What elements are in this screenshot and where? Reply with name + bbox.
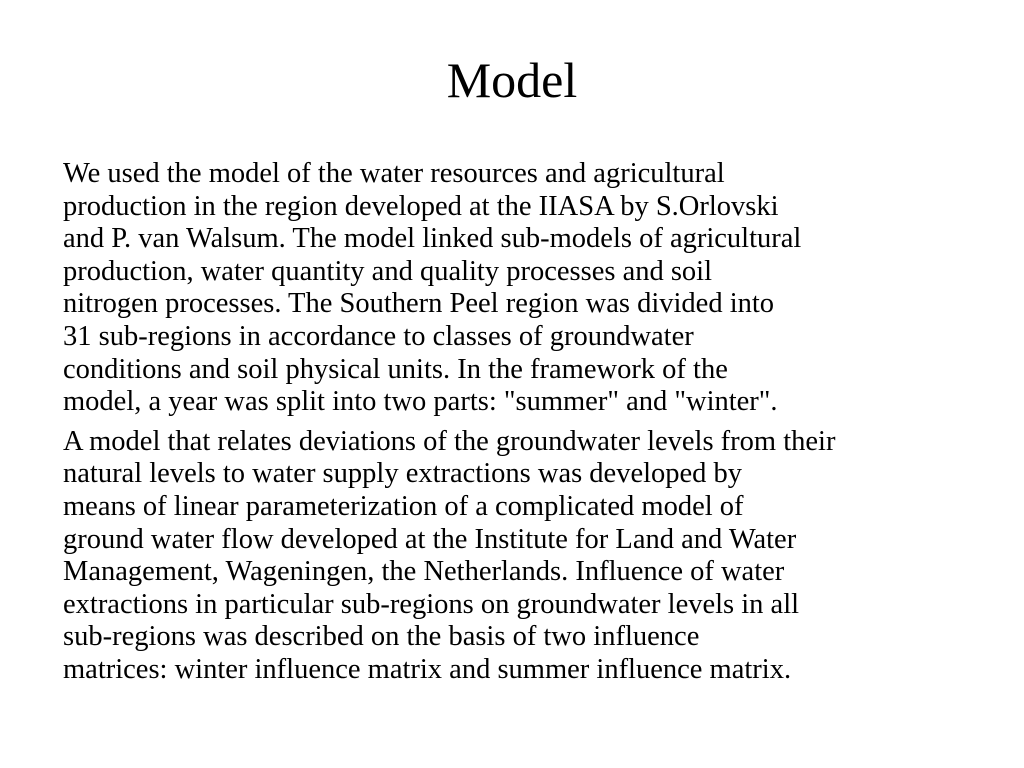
text-line: A model that relates deviations of the groundwater levels from their bbox=[63, 425, 836, 457]
paragraph-groundwater-model bbox=[63, 426, 993, 687]
paragraph-model-description bbox=[63, 158, 993, 419]
text-line: means of linear parameterization of a complicated model of bbox=[63, 490, 744, 522]
text-line: We used the model of the water resources and agricultural bbox=[63, 158, 725, 189]
slide-body bbox=[63, 158, 993, 694]
text-line: natural levels to water supply extractions was developed by bbox=[63, 458, 743, 490]
text-line: Management, Wageningen, the Netherlands. Influence of water bbox=[63, 556, 785, 588]
text-line: ground water flow developed at the Institute for Land and Water bbox=[63, 523, 797, 555]
text-line: matrices: winter influence matrix and summer influence matrix. bbox=[63, 653, 792, 685]
text-line: model, a year was split into two parts: "summer" and "winter". bbox=[63, 386, 778, 418]
text-line: production, water quantity and quality processes and soil bbox=[63, 255, 713, 287]
text-line: nitrogen processes. The Southern Peel region was divided into bbox=[63, 288, 775, 320]
text-line: 31 sub-regions in accordance to classes of groundwater bbox=[63, 320, 694, 352]
slide-title: Model bbox=[446, 52, 578, 108]
text-line: conditions and soil physical units. In the framework of the bbox=[63, 353, 728, 385]
text-line: sub-regions was described on the basis of two influence bbox=[63, 621, 700, 653]
text-line: and P. van Walsum. The model linked sub-models of agricultural bbox=[63, 223, 802, 255]
text-line: production in the region developed at the IIASA by S.Orlovski bbox=[63, 190, 779, 222]
text-line: extractions in particular sub-regions on groundwater levels in all bbox=[63, 588, 800, 620]
